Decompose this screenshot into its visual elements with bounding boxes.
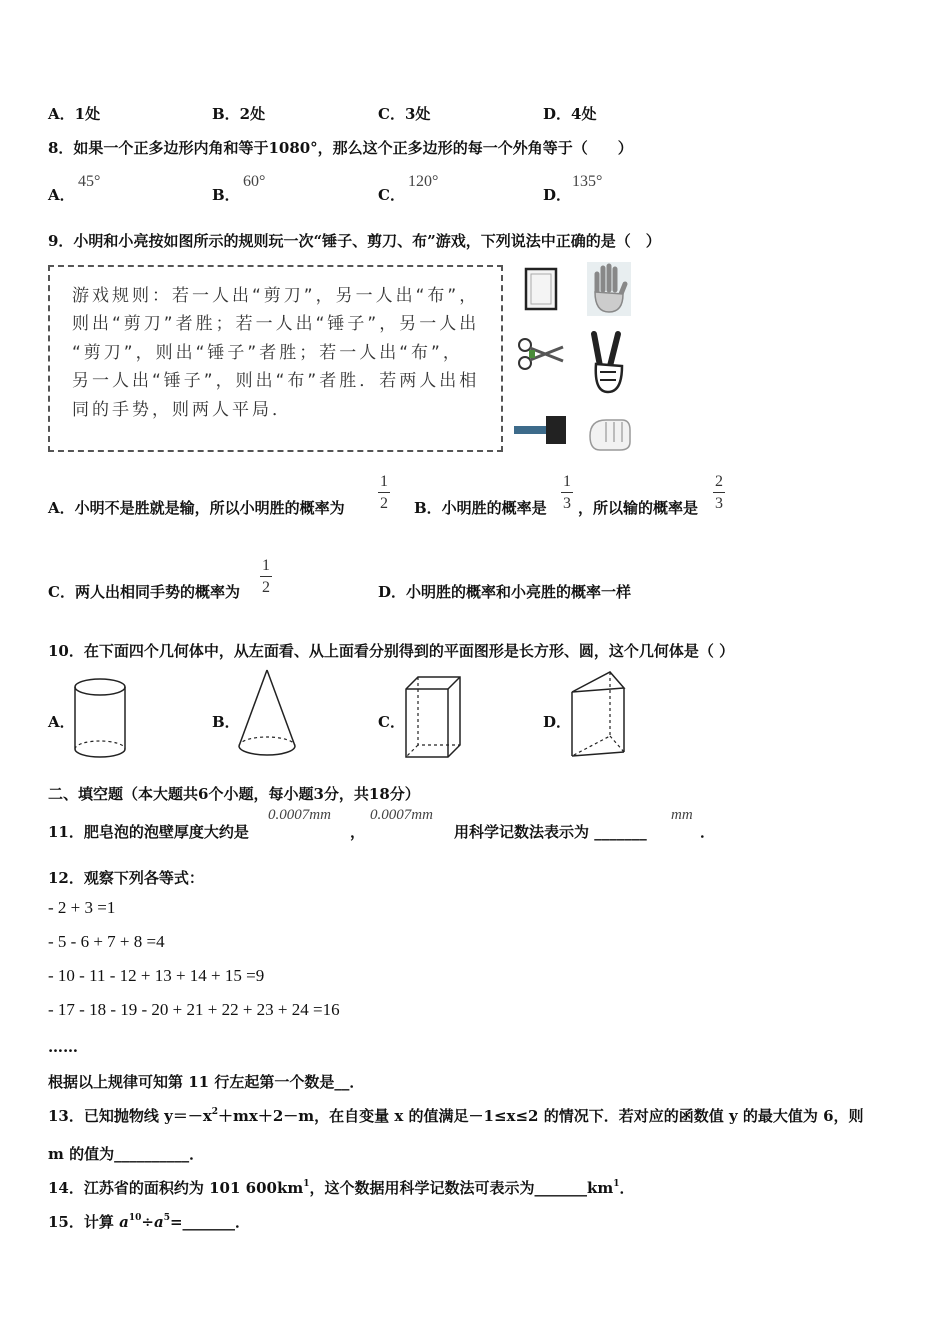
q12-line-4: - 17 - 18 - 19 - 20 + 21 + 22 + 23 + 24 =16 xyxy=(48,1000,340,1019)
rule-line-4: 另一人出“锤子”，则出“布”者胜．若两人出相 xyxy=(72,371,480,391)
q15-text-a: 15．计算 xyxy=(48,1213,120,1231)
q14-text-c: ． xyxy=(619,1179,635,1197)
rule-line-2: 则出“剪刀”者胜；若一人出“锤子”，另一人出 xyxy=(72,314,480,334)
q13-text-b: ＋mx＋2－m，在自变量 x 的值满足－1≤x≤2 的情况下．若对应的函数值 y 的最大值为 6，则 xyxy=(218,1107,864,1125)
q15-base-1: a xyxy=(119,1213,129,1231)
q7-option-a: A．1处 xyxy=(48,105,101,123)
q10-option-c: C． xyxy=(378,713,405,731)
q15-exponent-1: 10 xyxy=(128,1213,142,1223)
q15-operator: ÷ xyxy=(141,1213,154,1231)
q12-ellipsis: …… xyxy=(48,1038,78,1056)
q15-base-2: a xyxy=(153,1213,164,1231)
q7-option-c: C．3处 xyxy=(378,105,431,123)
rule-line-1: 游戏规则：若一人出“剪刀”，另一人出“布”， xyxy=(72,286,480,306)
q8-stem: 8．如果一个正多边形内角和等于1080°，那么这个正多边形的每一个外角等于（ ） xyxy=(48,139,633,157)
q8-option-d-value: 135° xyxy=(572,173,603,190)
q11-value-2: 0.0007mm xyxy=(370,807,433,823)
fraction-numerator: 1 xyxy=(563,473,571,490)
q11-value-1: 0.0007mm xyxy=(268,807,331,823)
q12-line-1: - 2 + 3 =1 xyxy=(48,898,116,917)
q8-option-b-letter: B． xyxy=(212,186,240,204)
q14-exponent-2: 1 xyxy=(613,1179,620,1189)
q13-line-2: m 的值为__________． xyxy=(48,1145,205,1163)
victory-hand-icon xyxy=(588,330,630,396)
rule-line-5: 同的手势，则两人平局． xyxy=(72,400,292,420)
q10-stem: 10．在下面四个几何体中，从左面看、从上面看分别得到的平面图形是长方形、圆，这个几何体是（ ） xyxy=(48,642,735,660)
q11-comma: ， xyxy=(350,823,366,841)
q9-stem: 9．小明和小亮按如图所示的规则玩一次“锤子、剪刀、布”游戏，下列说法中正确的是（ ） xyxy=(48,232,661,250)
q11-unit: mm xyxy=(671,807,693,823)
q13-exponent: 2 xyxy=(211,1107,219,1117)
q12-stem: 12．观察下列各等式： xyxy=(48,869,204,887)
q9-option-b: B．小明胜的概率是 xyxy=(414,499,547,517)
triangular-prism-figure xyxy=(568,668,628,762)
rectangular-prism-figure xyxy=(402,673,464,763)
q15-text xyxy=(48,1211,250,1232)
q9-option-c-fraction xyxy=(260,556,272,597)
q15-text-c: =_______． xyxy=(169,1213,251,1231)
q14-text-a: 14．江苏省的面积约为 101 600km xyxy=(48,1179,304,1197)
q8-option-d-letter: D． xyxy=(543,186,572,204)
q9-option-b-continued: ，所以输的概率是 xyxy=(578,499,699,517)
hammer-icon xyxy=(512,410,570,450)
fraction-numerator: 1 xyxy=(262,557,270,574)
q9-option-b-fraction xyxy=(561,472,573,513)
fraction-numerator: 2 xyxy=(715,473,723,490)
q12-line-2: - 5 - 6 + 7 + 8 =4 xyxy=(48,932,165,951)
rule-line-3: “剪刀”，则出“锤子”者胜；若一人出“布”， xyxy=(72,343,463,363)
q9-option-a: A．小明不是胜就是输，所以小明胜的概率为 xyxy=(48,499,345,517)
fist-icon xyxy=(586,412,632,452)
q10-option-d: D． xyxy=(543,713,572,731)
section-2-title: 二、填空题（本大题共6个小题，每小题3分，共18分） xyxy=(48,785,420,803)
q13-text-a: 13．已知抛物线 y＝－x xyxy=(48,1107,212,1125)
q13-line-1 xyxy=(48,1105,864,1126)
q14-text xyxy=(48,1177,635,1198)
q9-option-b-fraction-2 xyxy=(713,472,725,513)
open-hand-icon xyxy=(587,262,631,316)
q9-option-c: C．两人出相同手势的概率为 xyxy=(48,583,240,601)
fraction-numerator: 1 xyxy=(380,473,388,490)
q10-option-b: B． xyxy=(212,713,240,731)
q7-option-d: D．4处 xyxy=(543,105,597,123)
q12-question: 根据以上规律可知第 11 行左起第一个数是__． xyxy=(48,1073,365,1091)
fraction-denominator: 2 xyxy=(262,579,270,596)
q14-exponent-1: 1 xyxy=(303,1179,310,1189)
paper-sheet-icon xyxy=(520,265,564,315)
q7-option-b: B．2处 xyxy=(212,105,266,123)
q11-prefix: 11．肥皂泡的泡壁厚度大约是 xyxy=(48,823,249,841)
fraction-denominator: 2 xyxy=(380,495,388,512)
q12-line-3: - 10 - 11 - 12 + 13 + 14 + 15 =9 xyxy=(48,966,265,985)
q10-option-a: A． xyxy=(48,713,75,731)
q9-option-a-fraction xyxy=(378,472,390,513)
q11-middle: 用科学记数法表示为 _______ xyxy=(454,823,647,841)
q8-option-b-value: 60° xyxy=(243,173,266,190)
q15-exponent-2: 5 xyxy=(163,1213,170,1223)
cylinder-figure xyxy=(70,675,130,761)
q8-option-a-value: 45° xyxy=(78,173,101,190)
cone-figure xyxy=(234,666,300,762)
q8-option-a-letter: A． xyxy=(48,186,75,204)
fraction-denominator: 3 xyxy=(715,495,723,512)
q11-end: ． xyxy=(700,823,716,841)
scissors-icon xyxy=(515,335,567,375)
fraction-denominator: 3 xyxy=(563,495,571,512)
q9-option-d: D．小明胜的概率和小亮胜的概率一样 xyxy=(378,583,632,601)
q8-option-c-value: 120° xyxy=(408,173,439,190)
q8-option-c-letter: C． xyxy=(378,186,405,204)
q14-text-b: ，这个数据用科学记数法可表示为_______km xyxy=(309,1179,614,1197)
